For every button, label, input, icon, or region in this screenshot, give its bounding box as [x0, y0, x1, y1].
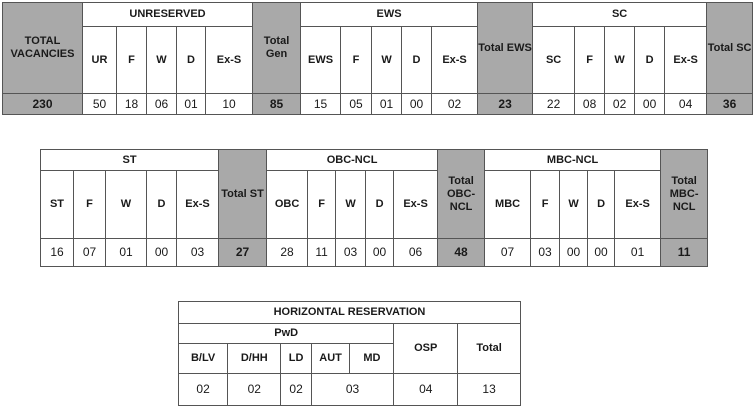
unreserved-value: 06 [147, 94, 177, 115]
unreserved-value: 10 [206, 94, 253, 115]
osp-value: 04 [394, 374, 458, 406]
unreserved-value: 18 [117, 94, 147, 115]
st-value: 01 [106, 239, 147, 267]
ews-title: EWS [301, 3, 478, 27]
total-mbc-value: 11 [661, 239, 708, 267]
st-col-header: F [74, 171, 106, 239]
total-obc-value: 48 [438, 239, 485, 267]
sc-col-header: SC [533, 27, 575, 94]
sc-value: 04 [665, 94, 707, 115]
obc-col-header: OBC [267, 171, 308, 239]
pwd-value-ld: 02 [281, 374, 311, 406]
obc-value: 00 [366, 239, 394, 267]
unreserved-col-header: UR [83, 27, 117, 94]
ews-col-header: F [341, 27, 372, 94]
ews-col-header: D [402, 27, 432, 94]
ews-col-header: Ex-S [432, 27, 478, 94]
pwd-col-header: AUT [311, 344, 350, 374]
sc-col-header: Ex-S [665, 27, 707, 94]
ews-col-header: EWS [301, 27, 341, 94]
unreserved-col-header: W [147, 27, 177, 94]
pwd-col-header: B/LV [179, 344, 228, 374]
osp-label: OSP [394, 324, 458, 374]
st-value: 03 [177, 239, 219, 267]
st-col-header: W [106, 171, 147, 239]
sc-value: 08 [575, 94, 605, 115]
st-value: 07 [74, 239, 106, 267]
mbc-col-header: D [588, 171, 615, 239]
obc-col-header: D [366, 171, 394, 239]
ews-value: 01 [372, 94, 402, 115]
sc-value: 22 [533, 94, 575, 115]
mbc-col-header: F [531, 171, 560, 239]
mbc-value: 00 [560, 239, 588, 267]
st-title: ST [41, 150, 219, 171]
pwd-col-header: LD [281, 344, 311, 374]
pwd-title: PwD [179, 324, 394, 344]
pwd-value-aut-md: 03 [311, 374, 394, 406]
obc-col-header: W [336, 171, 366, 239]
total-st-label: Total ST [219, 150, 267, 239]
pwd-col-header: D/HH [228, 344, 281, 374]
obc-value: 03 [336, 239, 366, 267]
mbc-value: 03 [531, 239, 560, 267]
ews-col-header: W [372, 27, 402, 94]
horizontal-reservation-table [178, 301, 521, 406]
sc-title: SC [533, 3, 707, 27]
vacancy-table-st-obc-mbc [40, 149, 708, 267]
total-obc-label: Total OBC-NCL [438, 150, 485, 239]
ews-value: 00 [402, 94, 432, 115]
total-ews-label: Total EWS [478, 3, 533, 94]
ews-value: 05 [341, 94, 372, 115]
unreserved-col-header: D [177, 27, 206, 94]
total-vacancies-value: 230 [3, 94, 83, 115]
sc-value: 00 [635, 94, 665, 115]
unreserved-col-header: F [117, 27, 147, 94]
st-col-header: Ex-S [177, 171, 219, 239]
total-gen-label: Total Gen [253, 3, 301, 94]
total-label: Total [458, 324, 521, 374]
total-sc-label: Total SC [707, 3, 753, 94]
pwd-value-blv: 02 [179, 374, 228, 406]
total-value: 13 [458, 374, 521, 406]
vacancy-table-unreserved-ews-sc [2, 2, 753, 115]
pwd-col-header: MD [350, 344, 394, 374]
st-value: 16 [41, 239, 74, 267]
mbc-value: 07 [485, 239, 531, 267]
mbc-col-header: Ex-S [615, 171, 661, 239]
obc-title: OBC-NCL [267, 150, 438, 171]
ews-value: 02 [432, 94, 478, 115]
unreserved-value: 01 [177, 94, 206, 115]
ews-value: 15 [301, 94, 341, 115]
total-ews-value: 23 [478, 94, 533, 115]
st-value: 00 [147, 239, 177, 267]
pwd-value-dhh: 02 [228, 374, 281, 406]
sc-col-header: F [575, 27, 605, 94]
sc-value: 02 [605, 94, 635, 115]
unreserved-title: UNRESERVED [83, 3, 253, 27]
obc-value: 11 [308, 239, 336, 267]
st-col-header: ST [41, 171, 74, 239]
total-st-value: 27 [219, 239, 267, 267]
total-mbc-label: Total MBC-NCL [661, 150, 708, 239]
obc-col-header: Ex-S [394, 171, 438, 239]
sc-col-header: D [635, 27, 665, 94]
mbc-col-header: W [560, 171, 588, 239]
obc-value: 28 [267, 239, 308, 267]
mbc-value: 00 [588, 239, 615, 267]
total-gen-value: 85 [253, 94, 301, 115]
unreserved-col-header: Ex-S [206, 27, 253, 94]
total-sc-value: 36 [707, 94, 753, 115]
mbc-col-header: MBC [485, 171, 531, 239]
mbc-title: MBC-NCL [485, 150, 661, 171]
obc-value: 06 [394, 239, 438, 267]
sc-col-header: W [605, 27, 635, 94]
unreserved-value: 50 [83, 94, 117, 115]
mbc-value: 01 [615, 239, 661, 267]
st-col-header: D [147, 171, 177, 239]
total-vacancies-label: TOTAL VACANCIES [3, 3, 83, 94]
obc-col-header: F [308, 171, 336, 239]
horizontal-reservation-title: HORIZONTAL RESERVATION [179, 302, 521, 324]
